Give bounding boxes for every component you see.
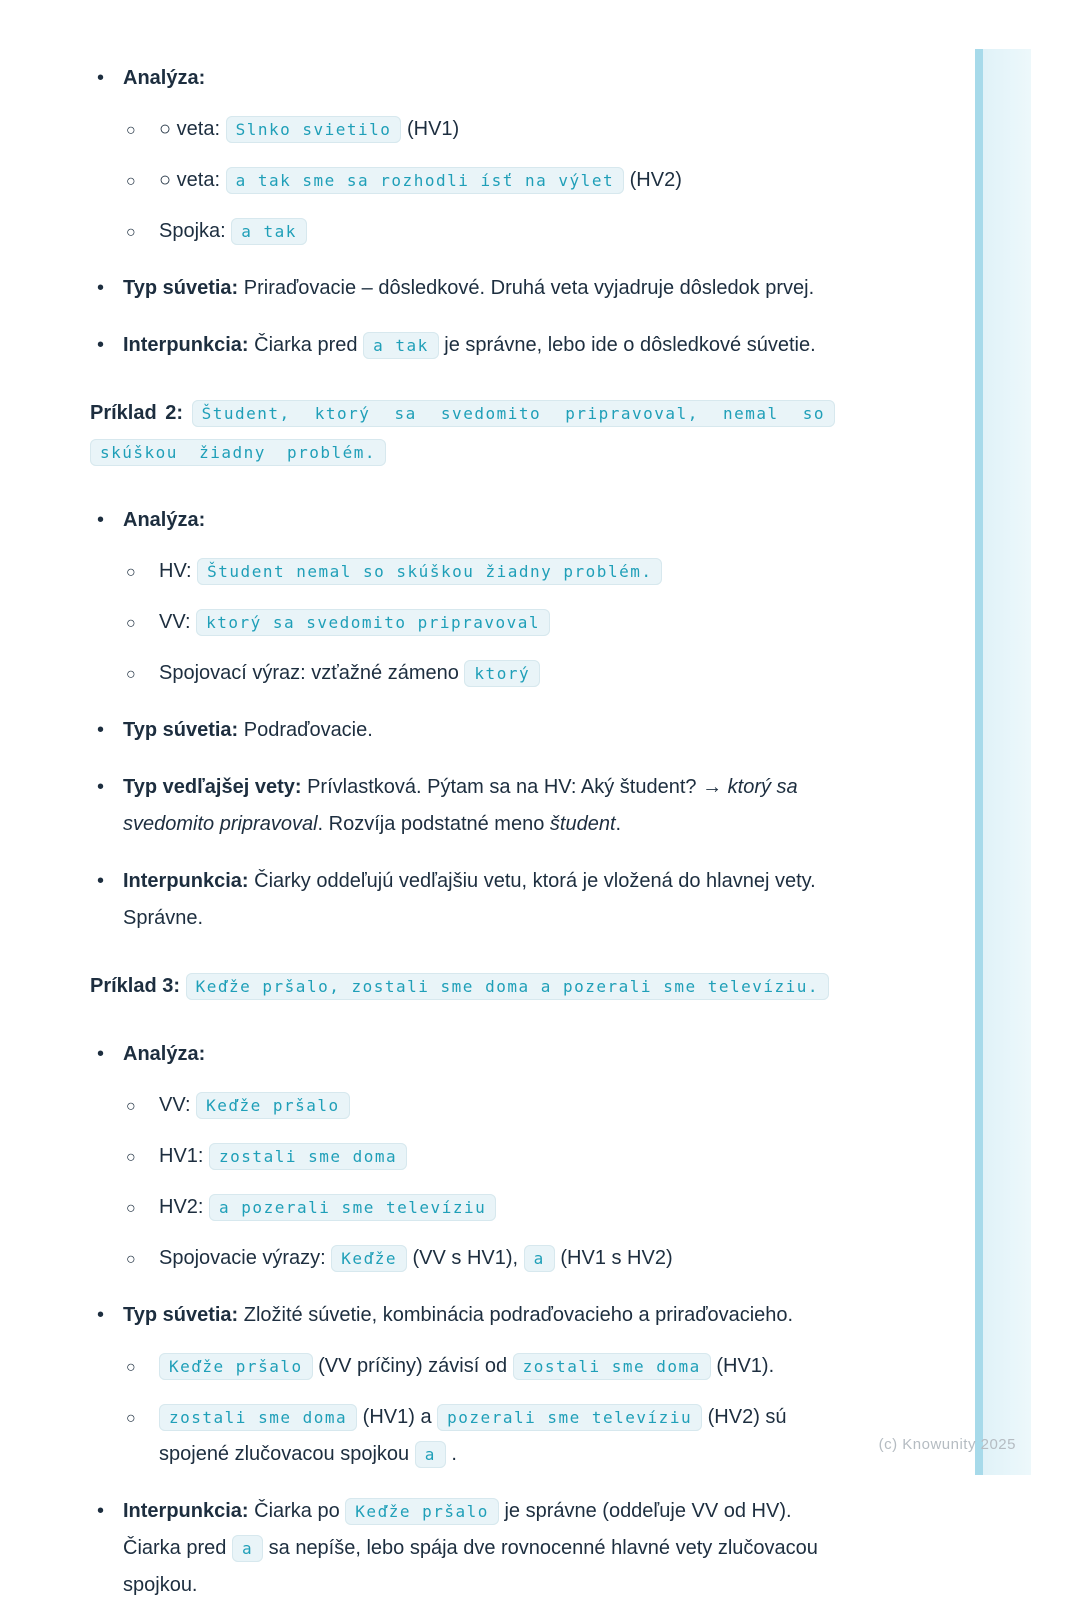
list-item: [90, 270, 835, 307]
inline-code: zostali sme doma: [209, 1143, 407, 1170]
item-label: Typ súvetia:: [123, 719, 239, 741]
sub-list-item: [123, 1240, 835, 1277]
document-content: [90, 40, 835, 1624]
bullet-list: [90, 502, 835, 937]
inline-code: a: [524, 1245, 555, 1272]
text-run: VV:: [159, 611, 197, 633]
text-run: (VV príčiny) závisí od: [312, 1355, 513, 1377]
inline-code: Keďže pršalo: [196, 1092, 350, 1119]
sub-list-item: [123, 1348, 835, 1385]
text-run: (HV1) a: [357, 1406, 438, 1428]
inline-code: Keďže pršalo, zostali sme doma a pozerali sme televíziu.: [186, 973, 829, 1000]
text-run: .: [615, 813, 622, 835]
sub-bullet-list: [123, 1348, 835, 1473]
inline-code: Slnko svietilo: [226, 116, 402, 143]
text-run: .: [445, 1443, 457, 1465]
text-run: Čiarka pred: [248, 334, 364, 356]
inline-code: Študent nemal so skúškou žiadny problém.: [197, 558, 662, 585]
list-item: [90, 327, 835, 364]
sub-list-item: [123, 553, 835, 590]
text-run: ○ veta:: [159, 169, 226, 191]
text-run: Spojka:: [159, 220, 232, 242]
inline-code: a tak: [363, 332, 439, 359]
text-run: Čiarka po: [248, 1500, 346, 1522]
text-run: (VV s HV1),: [406, 1247, 524, 1269]
inline-code: Keďže pršalo: [345, 1498, 499, 1525]
text-run: (HV1): [401, 118, 460, 140]
item-label: Typ súvetia:: [123, 277, 239, 299]
inline-code: a pozerali sme televíziu: [209, 1194, 496, 1221]
text-run: . Rozvíja podstatné meno: [317, 813, 550, 835]
item-label: Príklad 2:: [90, 402, 184, 424]
text-run: (HV1 s HV2): [554, 1247, 673, 1269]
bullet-list: [90, 1036, 835, 1604]
inline-code: ktorý: [464, 660, 540, 687]
text-run: Prívlastková. Pýtam sa na HV: Aký študent? →: [301, 776, 728, 798]
item-label: Analýza:: [123, 67, 206, 89]
inline-code: a tak sme sa rozhodli ísť na výlet: [226, 167, 625, 194]
sub-list-item: [123, 1087, 835, 1124]
inline-code: ktorý sa svedomito pripravoval: [196, 609, 550, 636]
sub-list-item: [123, 1399, 835, 1473]
sub-list-item: [123, 1189, 835, 1226]
inline-code: zostali sme doma: [513, 1353, 711, 1380]
item-label: Príklad 3:: [90, 975, 181, 997]
text-run: Spojovacie výrazy:: [159, 1247, 332, 1269]
item-label: Interpunkcia:: [123, 870, 249, 892]
item-label: Interpunkcia:: [123, 1500, 249, 1522]
item-label: Typ vedľajšej vety:: [123, 776, 302, 798]
bullet-list: [90, 60, 835, 364]
text-run: HV2:: [159, 1196, 210, 1218]
item-label: Analýza:: [123, 509, 206, 531]
inline-code: pozerali sme televíziu: [437, 1404, 702, 1431]
copyright-watermark: (c) Knowunity 2025: [878, 1436, 1016, 1453]
text-run: Spojovací výraz: vzťažné zámeno: [159, 662, 465, 684]
text-run: [180, 975, 186, 997]
sub-list-item: [123, 162, 835, 199]
sub-list-item: [123, 111, 835, 148]
inline-code: Študent, ktorý sa svedomito pripravoval, nemal so skúškou žiadny problém.: [90, 400, 835, 466]
item-label: Typ súvetia:: [123, 1304, 239, 1326]
item-label: Interpunkcia:: [123, 334, 249, 356]
text-run: (HV1).: [710, 1355, 775, 1377]
text-run: je správne, lebo ide o dôsledkové súvetie.: [438, 334, 816, 356]
text-run: sa nepíše, lebo spája dve rovnocenné hlavné vety zlučovacou spojkou.: [123, 1537, 818, 1596]
list-item: [90, 863, 835, 937]
text-run: HV:: [159, 560, 198, 582]
list-item: [90, 1297, 835, 1473]
sub-bullet-list: [123, 1087, 835, 1277]
inline-code: Keďže: [331, 1245, 407, 1272]
sub-bullet-list: [123, 553, 835, 692]
inline-code: a: [232, 1535, 263, 1562]
text-run: Priraďovacie – dôsledkové. Druhá veta vyjadruje dôsledok prvej.: [238, 277, 815, 299]
text-run: ○ veta:: [159, 118, 226, 140]
sub-bullet-list: [123, 111, 835, 250]
list-item: [90, 60, 835, 250]
list-item: [90, 502, 835, 692]
italic-text: študent: [549, 813, 616, 835]
text-run: VV:: [159, 1094, 197, 1116]
inline-code: a: [415, 1441, 446, 1468]
text-run: (HV2) sú spojené zlučovacou spojkou: [159, 1406, 787, 1465]
right-stripe-accent: [975, 49, 983, 1475]
text-run: Zložité súvetie, kombinácia podraďovacieho a priraďovacieho.: [238, 1304, 794, 1326]
inline-code: Keďže pršalo: [159, 1353, 313, 1380]
sub-list-item: [123, 213, 835, 250]
inline-code: zostali sme doma: [159, 1404, 357, 1431]
text-run: HV1:: [159, 1145, 210, 1167]
text-run: [183, 402, 192, 424]
inline-code: a tak: [231, 218, 307, 245]
right-stripe-band: [983, 49, 1031, 1475]
list-item: [90, 712, 835, 749]
example-paragraph: [90, 967, 835, 1006]
example-paragraph: [90, 394, 835, 472]
sub-list-item: [123, 655, 835, 692]
list-item: [90, 1036, 835, 1277]
text-run: Čiarky oddeľujú vedľajšiu vetu, ktorá je vložená do hlavnej vety. Správne.: [123, 870, 816, 929]
item-label: Analýza:: [123, 1043, 206, 1065]
sub-list-item: [123, 1138, 835, 1175]
text-run: (HV2): [624, 169, 682, 191]
italic-text: ktorý sa svedomito pripravoval: [123, 776, 798, 835]
text-run: je správne (oddeľuje VV od HV). Čiarka pred: [123, 1500, 792, 1559]
sub-list-item: [123, 604, 835, 641]
text-run: Podraďovacie.: [238, 719, 373, 741]
list-item: [90, 769, 835, 843]
list-item: [90, 1493, 835, 1604]
